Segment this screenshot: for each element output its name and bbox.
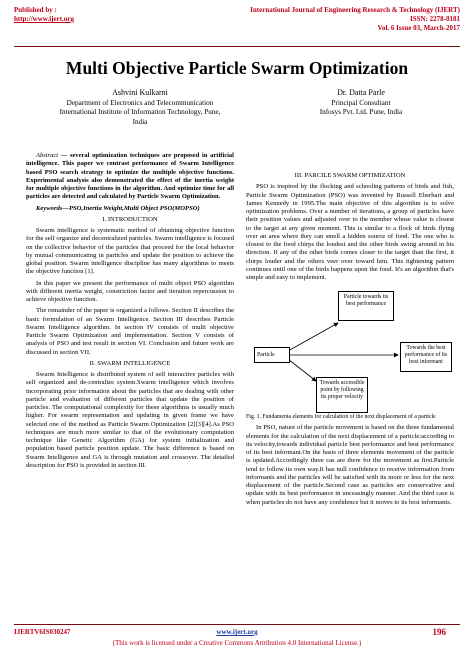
paragraph: The remainder of the paper is organized a follows. Section II describes the basic formulation of an Swarm Intelligence. Section III describes Particle Swarm Intelligence algorithm. In section IV consists of multi objective Particle Swarm Optimization and implementation. Section V consists of analysis of PSO and test result in section VI. Conclusion and future work are discussed in section VII. — [26, 307, 234, 356]
journal-name: International Journal of Engineering Research & Technology (IJERT) — [250, 6, 460, 14]
paper-title: Multi Objective Particle Swarm Optimization — [65, 58, 409, 78]
paragraph: In PSO, nature of the particle movement is based on the three fundamental elements for the calculation of the next displacement of a particle:according to its velocity,towards individual particle best performance and best performance of its best informant.On the basis of three elements movement of the particle is updated.Accordingly three cas are there for the movement as first.Particle tend to follow its own way.It has null confidence to receive information from informants and the particles will be satisfied with its more or less for the next displacement of the particle.Second case as particles are conservative and update with its best performance in unceasingly manner. And the third case is when particles do not have any confidence but it moves to its best informants. — [246, 424, 454, 506]
node-velocity: Towards accessible point by following its proper velocity — [316, 377, 368, 413]
publisher-label: Published by : — [14, 6, 57, 14]
paragraph: PSO is inspired by the flocking and schooling patterns of birds and fish, Particle Swarm Optimization (PSO) was invented by Russell Eberhart and James Kennedy in 1995.The main objective of this algorithm is to solve optimization problems. Over a number of iterations, a group of particles have their position values and adjusted over to the member whose value is closest to the target at any given moment. This is similar to a flock of birds flying over an area where they can smell a hidden source of food. The one who is closest to the food chirps the loudest and the other birds swing around in his direction. If any of the other birds comes closer to the target than the first, it chirps louder and the others veer over toward him. This tightening pattern continues until one of the birds happens upon the food. It's an algorithm that's simple and easy to implement. — [246, 183, 454, 281]
abstract-text: — several optimization techniques are proposed in artificial intelligence. This paper we contrast performance of Swarm Intelligence based PSO search strategy to optimize the multiple objective functions. Experimental analysis also demonstrated the effect of the inertia weight for multiple objective functions in the algorithm. And optimize time for all particles are detected and calculated by Particle Swarm Optimization. — [26, 152, 234, 201]
page-number: 196 — [432, 627, 446, 637]
author-affiliation: India — [132, 117, 148, 126]
footer-divider — [14, 624, 460, 625]
issn: ISSN: 2278-0181 — [410, 15, 460, 23]
section-heading-pso: III. PARCILE SWARM OPTIMIZATION — [294, 172, 406, 179]
arrow-to-velocity — [288, 359, 316, 381]
volume-issue: Vol. 6 Issue 03, March-2017 — [377, 24, 460, 32]
section-heading-swarm-intelligence: II. SWARM INTELLIGENCE — [89, 359, 171, 367]
author-name: Dr. Datta Parle — [337, 88, 385, 97]
abstract-label: Abstract — [36, 152, 59, 159]
author-affiliation: Department of Electronics and Telecommunication — [66, 99, 214, 108]
node-particle: Particle — [254, 347, 290, 363]
paragraph: In this paper we present the performance of multi object PSO algorithm with different inertia weight, constriction factor and iteration repercussion to achieve objective function. — [26, 279, 234, 303]
node-best-performance: Particle towards its best performance — [338, 291, 394, 321]
author-name: Ashvini Kulkarni — [112, 88, 168, 97]
author-affiliation: International Institute of Information Technology, Pune, — [59, 108, 221, 117]
arrow-to-best-performance — [288, 323, 338, 351]
page-footer — [14, 626, 460, 654]
left-column — [26, 152, 234, 473]
author-block-1 — [40, 88, 240, 127]
node-best-informant: Towards the best performance of its best informant — [400, 342, 452, 372]
license-notice: (This work is licensed under a Creative Commons Attribution 4.0 International License.) — [112, 639, 362, 647]
paper-id: IJERTV6IS030247 — [14, 628, 71, 636]
author-block-2 — [286, 88, 436, 118]
keywords: Keywords—PSO,Inertia Weight,Multi Object PSO(MOPSO) — [36, 204, 200, 212]
paragraph: Swarm intelligence is systematic method of obtaining objective function for the self organize and decentralized particles. Swarm intelligence is focused on the collective behavior of the particles that proceed for the local behavior by mutual communicating in particles and update the position to achieve the global position. Swarm intelligence discipline has many algorithms to meets the objective function [1]. — [26, 227, 234, 276]
figure-caption: Fig. 1. Fundamenta elements for calculation of the next displacement of a particle — [246, 414, 436, 421]
page-header — [14, 6, 460, 44]
author-affiliation: Infosys Pvt. Ltd. Pune, India — [319, 108, 403, 117]
right-column — [246, 172, 454, 510]
header-divider — [14, 46, 460, 47]
author-affiliation: Principal Consultant — [331, 99, 391, 108]
footer-url-link[interactable]: www.ijert.org — [216, 628, 258, 636]
journal-url-link[interactable]: http://www.ijert.org — [14, 15, 74, 23]
section-heading-introduction: I. INTRODUCTION — [102, 215, 158, 223]
paragraph: Swarm Intelligence is distributed system of self interactive particles with self organized and de-centralize system.Swarm intelligence which involves incorporating prior information about the particles that are dealing with other particle and evaluation of different particles that update the position of particles. The computational complexity for these algorithms is usually much higher. For swarm representation and updating in given frame we have selected one of the method as Particle Swarm Optimization [2][3][4].As PSO techniques are much more similar to that of the evolutionary computation technique like Genetic Algorithm (GA) for system initialization and population based particle position update. The basic difference is based on Swarm Intelligence and GA is through mutation and crossover. The detailed description for PSO is provided in section III. — [26, 371, 234, 469]
figure-1-diagram — [246, 285, 454, 412]
abstract — [26, 152, 234, 202]
